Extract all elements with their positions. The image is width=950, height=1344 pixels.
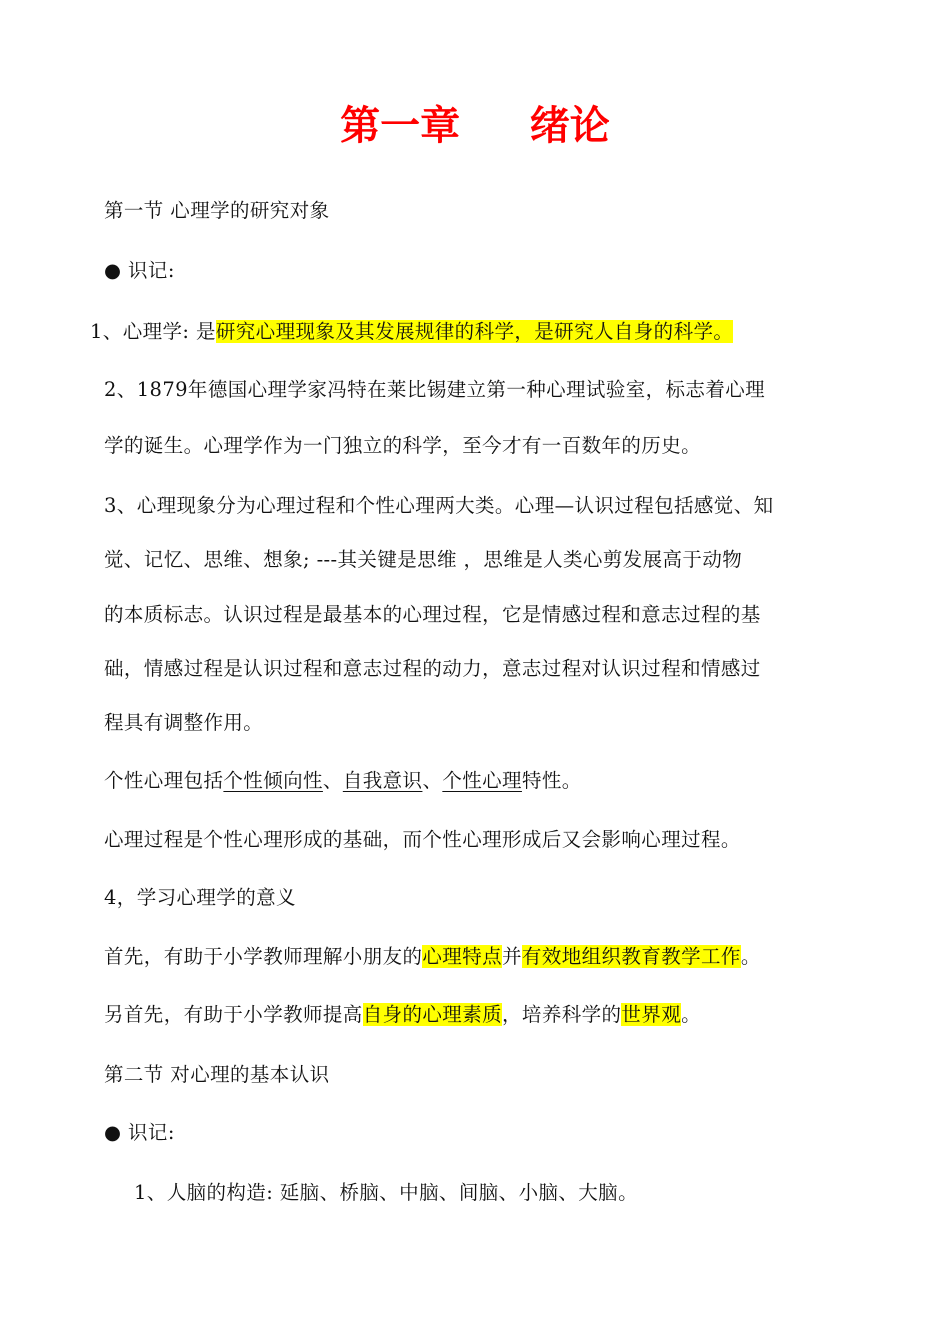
item-3-line-2: 觉、记忆、思维、想象; ---其关键是思维 ，思维是人类心剪发展高于动物: [104, 548, 743, 571]
item-3-line-4: 础，情感过程是认识过程和意志过程的动力，意志过程对认识过程和情感过: [104, 657, 761, 680]
item-3-line-1: 3、心理现象分为心理过程和个性心理两大类。心理—认识过程包括感觉、知: [104, 494, 774, 517]
term-personality-tendency: 个性倾向性: [223, 769, 323, 792]
item-1-highlight: 研究心理现象及其发展规律的科学，是研究人自身的科学。: [215, 320, 734, 343]
personality-sep-2: 、: [422, 769, 443, 792]
personality-prefix: 个性心理包括: [104, 769, 224, 792]
item-4-heading: 4，学习心理学的意义: [104, 886, 296, 909]
significance-first-highlight-2: 有效地组织教育教学工作: [521, 945, 741, 968]
significance-second-mid: ，培养科学的: [502, 1003, 622, 1026]
significance-second-prefix: 另首先，有助于小学教师提高: [104, 1003, 363, 1026]
significance-first-highlight-1: 心理特点: [422, 945, 503, 968]
significance-second-highlight-1: 自身的心理素质: [362, 1003, 503, 1026]
personality-sep-1: 、: [322, 769, 343, 792]
bullet-label-memorize-2: ● 识记:: [104, 1121, 175, 1144]
section-heading-1: 第一节 心理学的研究对象: [104, 199, 330, 222]
personality-paragraph: [104, 766, 582, 796]
item-3-line-3: 的本质标志。认识过程是最基本的心理过程，它是情感过程和意志过程的基: [104, 603, 761, 626]
term-self-awareness: 自我意识: [342, 769, 423, 792]
section-heading-2: 第二节 对心理的基本认识: [104, 1063, 330, 1086]
item-1-paragraph: [90, 317, 733, 347]
process-paragraph: 心理过程是个性心理形成的基础，而个性心理形成后又会影响心理过程。: [104, 828, 741, 851]
personality-suffix: 特性。: [521, 769, 582, 792]
significance-second: [104, 1000, 701, 1030]
item-3-line-5: 程具有调整作用。: [104, 711, 264, 734]
item-2-line-1: 2、1879年德国心理学家冯特在莱比锡建立第一种心理试验室，标志着心理: [104, 378, 766, 401]
term-personality-psychology: 个性心理: [442, 769, 522, 792]
significance-second-suffix: 。: [681, 1003, 702, 1026]
item-1-prefix: 1、心理学: 是: [90, 320, 216, 343]
item-2-line-2: 学的诞生。心理学作为一门独立的科学，至今才有一百数年的历史。: [104, 434, 702, 457]
bullet-label-memorize-1: ● 识记:: [104, 259, 175, 282]
significance-second-highlight-2: 世界观: [621, 1003, 682, 1026]
significance-first-mid: 并: [502, 945, 522, 968]
significance-first-suffix: 。: [740, 945, 761, 968]
significance-first-prefix: 首先，有助于小学教师理解小朋友的: [104, 945, 423, 968]
chapter-title: 第一章 绪论: [340, 103, 610, 149]
significance-first: [104, 942, 761, 972]
brain-structure-item: 1、人脑的构造: 延脑、桥脑、中脑、间脑、小脑、大脑。: [134, 1181, 638, 1204]
